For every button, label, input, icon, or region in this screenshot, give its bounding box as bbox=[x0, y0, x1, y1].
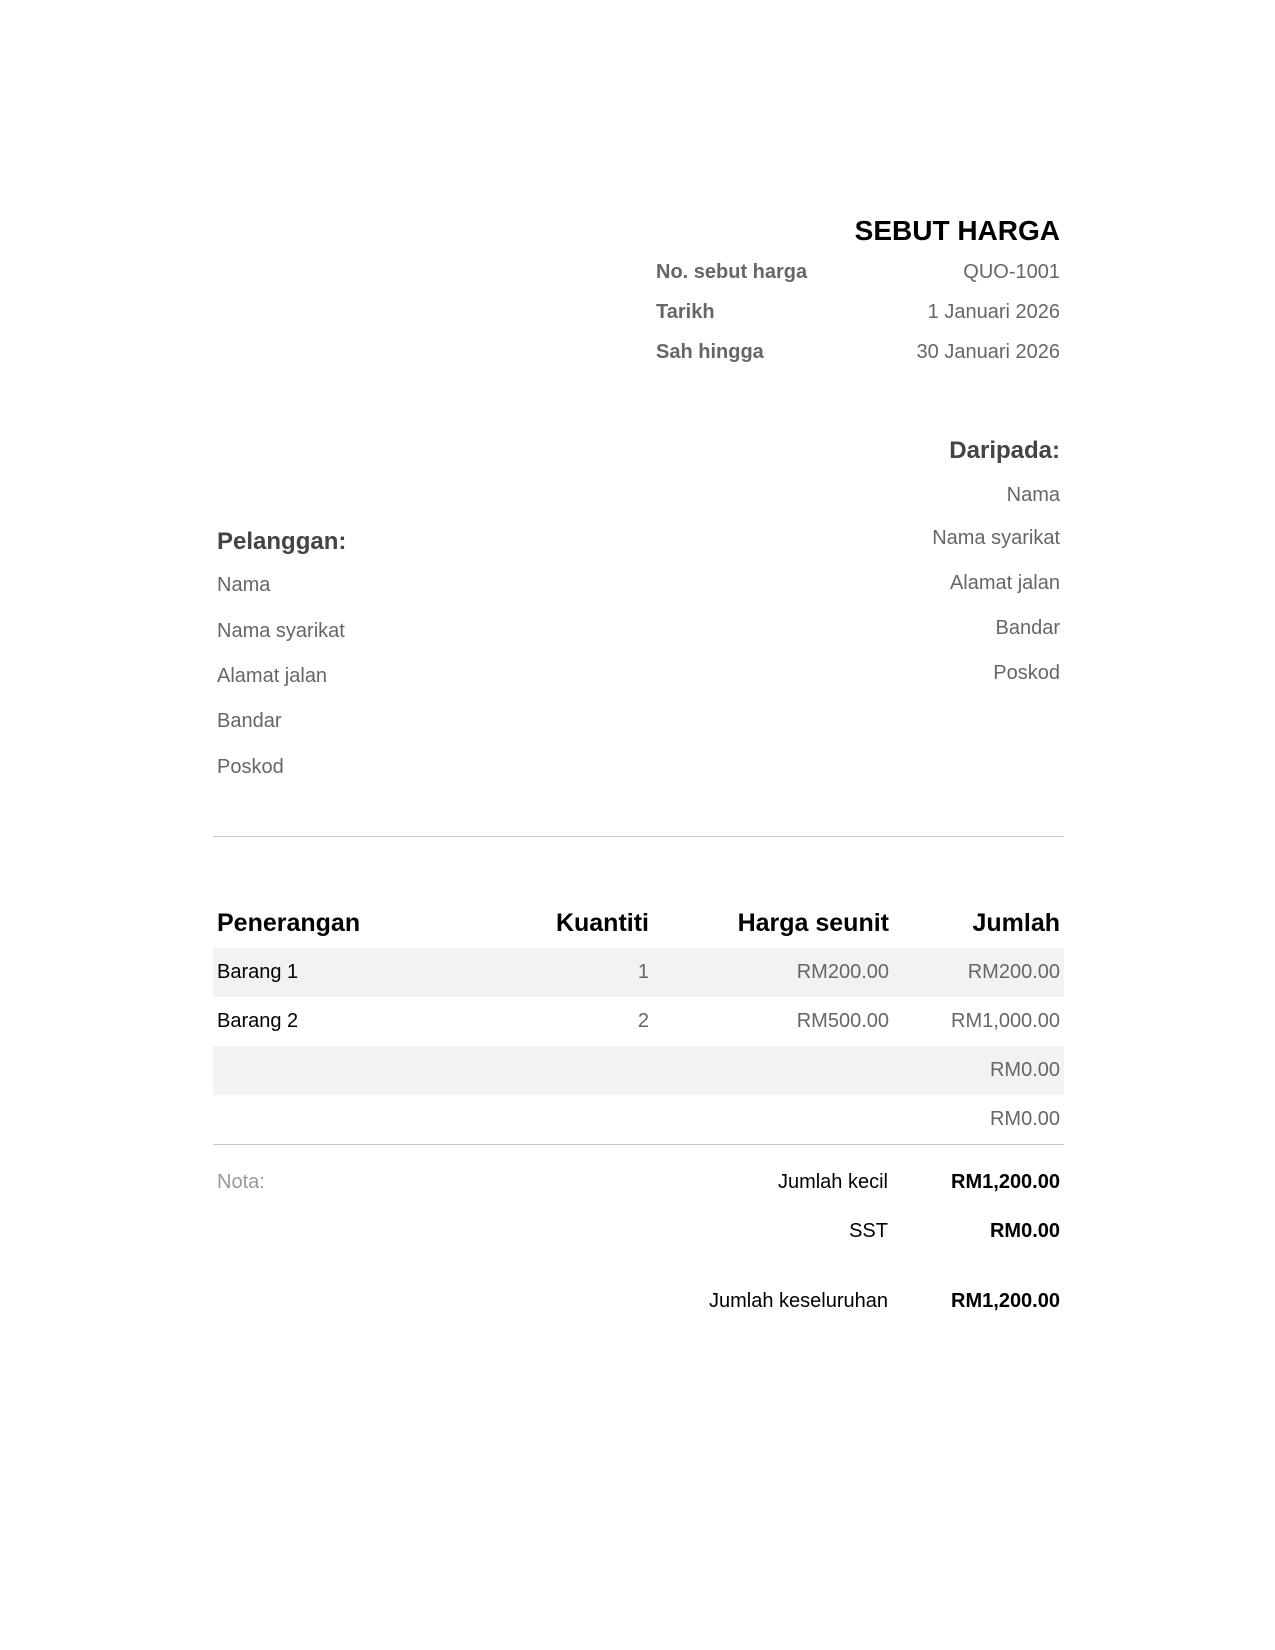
quote-number-row bbox=[656, 258, 1060, 286]
customer-heading: Pelanggan: bbox=[217, 528, 347, 555]
row-quantity: 1 bbox=[637, 961, 649, 983]
table-header bbox=[213, 898, 1064, 948]
tax-label: SST bbox=[849, 1220, 888, 1242]
table-row bbox=[213, 1046, 1064, 1095]
customer-company: Nama syarikat bbox=[217, 620, 345, 642]
header-amount: Jumlah bbox=[972, 909, 1060, 937]
row-amount: RM0.00 bbox=[989, 1108, 1060, 1130]
date-row bbox=[656, 298, 1060, 326]
quotation-title: SEBUT HARGA bbox=[854, 215, 1060, 246]
section-divider bbox=[213, 836, 1064, 837]
row-quantity: 2 bbox=[637, 1010, 649, 1032]
valid-until-row bbox=[656, 338, 1060, 366]
grand-total-value: RM1,200.00 bbox=[951, 1290, 1060, 1312]
row-amount: RM200.00 bbox=[967, 961, 1060, 983]
header-unit-price: Harga seunit bbox=[737, 909, 889, 937]
row-amount: RM0.00 bbox=[989, 1059, 1060, 1081]
from-name: Nama bbox=[1006, 484, 1060, 506]
items-table bbox=[213, 898, 1064, 1145]
row-amount: RM1,000.00 bbox=[951, 1010, 1060, 1032]
date-value: 1 Januari 2026 bbox=[927, 301, 1060, 323]
row-unit-price: RM200.00 bbox=[796, 961, 889, 983]
subtotal-row bbox=[600, 1169, 1060, 1199]
header-quantity: Kuantiti bbox=[555, 909, 649, 937]
subtotal-value: RM1,200.00 bbox=[951, 1171, 1060, 1193]
row-description: Barang 2 bbox=[217, 1010, 299, 1032]
grand-total-label: Jumlah keseluruhan bbox=[709, 1290, 888, 1312]
header-description: Penerangan bbox=[217, 909, 361, 937]
customer-postcode: Poskod bbox=[217, 756, 284, 778]
from-street: Alamat jalan bbox=[949, 572, 1060, 594]
row-description: Barang 1 bbox=[217, 961, 299, 983]
table-row bbox=[213, 997, 1064, 1046]
customer-city: Bandar bbox=[217, 710, 282, 732]
subtotal-label: Jumlah kecil bbox=[777, 1171, 888, 1193]
tax-row bbox=[600, 1218, 1060, 1248]
grand-total-row bbox=[600, 1288, 1060, 1318]
from-city: Bandar bbox=[995, 617, 1060, 639]
table-row bbox=[213, 1095, 1064, 1144]
from-postcode: Poskod bbox=[993, 662, 1060, 684]
quote-number-value: QUO-1001 bbox=[963, 261, 1060, 283]
valid-until-label: Sah hingga bbox=[656, 341, 764, 363]
notes-label: Nota: bbox=[217, 1171, 265, 1193]
table-bottom-border bbox=[213, 1144, 1064, 1145]
from-company: Nama syarikat bbox=[932, 527, 1060, 549]
row-unit-price: RM500.00 bbox=[796, 1010, 889, 1032]
date-label: Tarikh bbox=[656, 301, 715, 323]
quote-number-label: No. sebut harga bbox=[656, 261, 808, 283]
from-heading: Daripada: bbox=[949, 437, 1060, 464]
customer-name: Nama bbox=[217, 574, 271, 596]
table-row bbox=[213, 948, 1064, 997]
customer-street: Alamat jalan bbox=[217, 665, 328, 687]
valid-until-value: 30 Januari 2026 bbox=[916, 341, 1060, 363]
tax-value: RM0.00 bbox=[989, 1220, 1060, 1242]
